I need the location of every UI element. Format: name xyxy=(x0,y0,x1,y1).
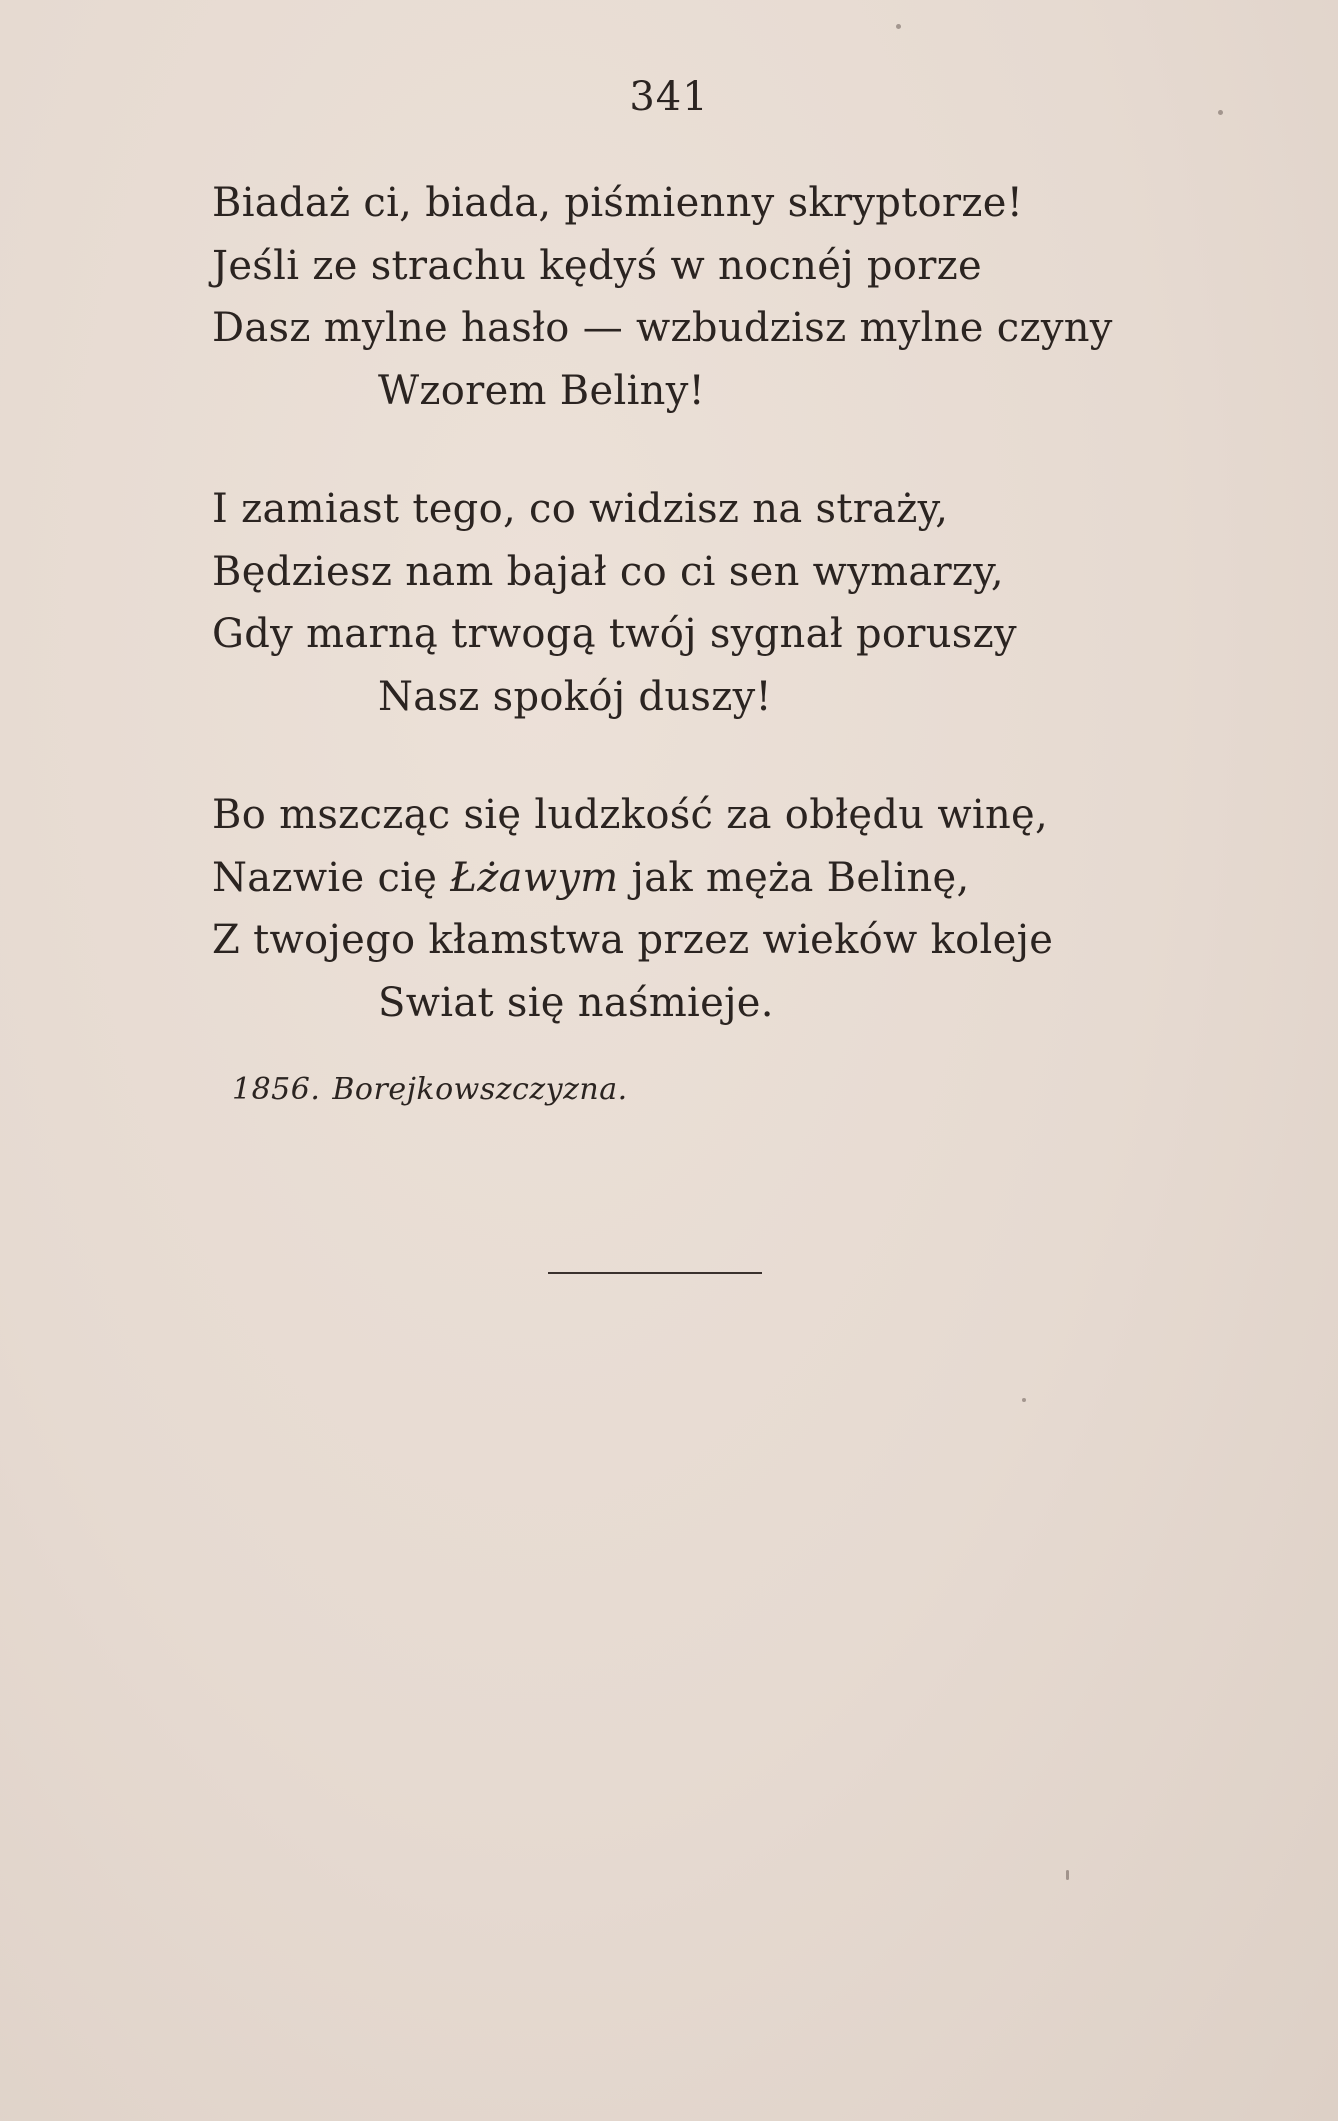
verse-line-with-emphasis xyxy=(212,847,1252,910)
verse-line: I zamiast tego, co widzisz na straży, xyxy=(212,486,949,532)
stanza-2 xyxy=(212,478,1252,728)
poem xyxy=(212,172,1252,1090)
paper-speck xyxy=(1022,1398,1026,1402)
end-rule xyxy=(548,1272,762,1274)
stanza-1 xyxy=(212,172,1252,422)
signature-place: Borejkowszczyzna. xyxy=(332,1072,628,1107)
verse-line: Dasz mylne hasło — wzbudzisz mylne czyny xyxy=(212,305,1113,351)
stanza-3 xyxy=(212,784,1252,1034)
paper-speck xyxy=(1066,1870,1069,1880)
emphasized-word: Łżawym xyxy=(450,854,619,901)
verse-line: Bo mszcząc się ludzkość za obłędu winę, xyxy=(212,792,1048,838)
paper-speck xyxy=(896,24,901,29)
refrain-line: Swiat się naśmieje. xyxy=(378,979,774,1026)
verse-text: jak męża Belinę, xyxy=(631,854,970,901)
verse-line: Jeśli ze strachu kędyś w nocnéj porze xyxy=(212,242,982,289)
page-number: 341 xyxy=(629,74,709,120)
verse-line: Będziesz nam bajał co ci sen wymarzy, xyxy=(212,548,1004,595)
verse-line: Gdy marną trwogą twój sygnał poruszy xyxy=(212,611,1017,657)
verse-line: Z twojego kłamstwa przez wieków koleje xyxy=(212,917,1054,963)
signature-year: 1856. xyxy=(232,1072,321,1107)
verse-text: Nazwie cię xyxy=(212,854,438,901)
paper-speck xyxy=(1218,110,1223,115)
date-place-signature xyxy=(232,1072,628,1107)
refrain-line: Wzorem Beliny! xyxy=(378,367,705,414)
refrain-line: Nasz spokój duszy! xyxy=(378,673,772,720)
verse-line: Biadaż ci, biada, piśmienny skryptorze! xyxy=(212,180,1024,226)
